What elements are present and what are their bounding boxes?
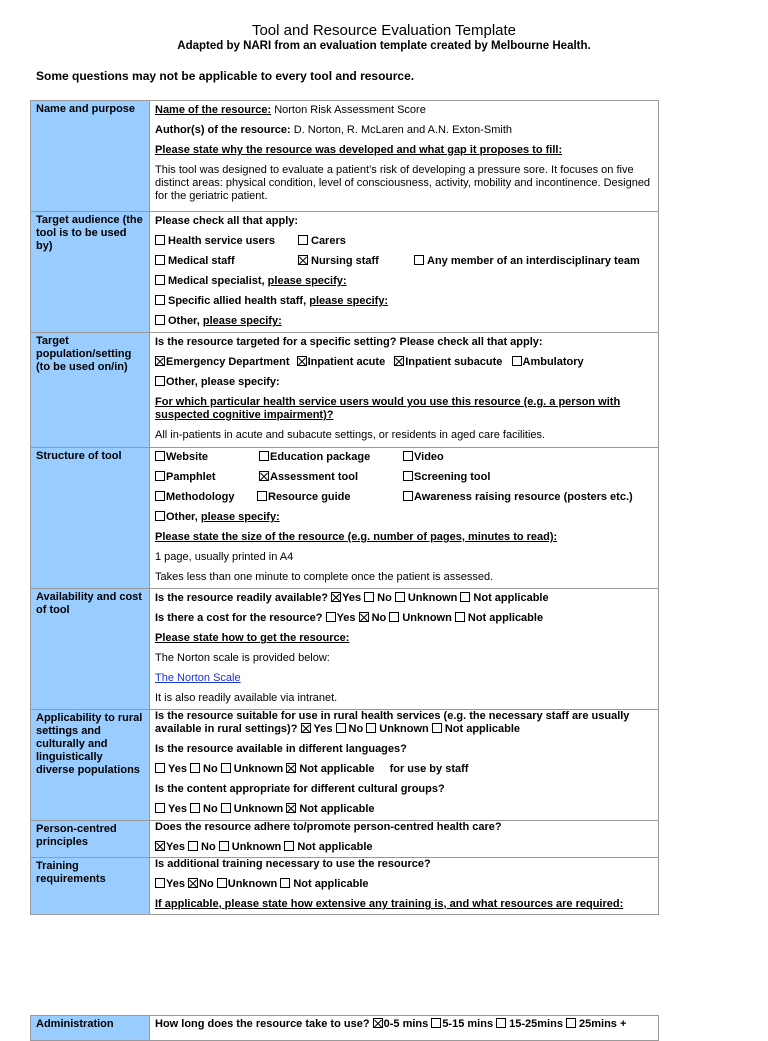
section-label: Target audience (the tool is to be used by) <box>31 212 150 333</box>
checkbox[interactable] <box>460 592 470 602</box>
section-label: Administration <box>31 1016 150 1041</box>
available-question: Is the resource readily available? Yes No Unknown Not applicable <box>155 592 549 604</box>
checkbox[interactable] <box>221 803 231 813</box>
checkbox[interactable] <box>219 841 229 851</box>
person-centred-question: Does the resource adhere to/promote person-centred health care? <box>155 821 502 833</box>
training-question: Is additional training necessary to use the resource? <box>155 858 431 870</box>
section-structure: Structure of tool Website Education package Video Pamphlet Assessment tool Screening tool Methodology Resource guide Awareness raising resource (posters etc.) Other, please specify: Please state the size of the resource (e.g. number of pages, minutes to read): 1 page, usually printed in A4 Takes less than one minute to complete once the patient is assessed. <box>31 448 659 589</box>
checkbox-checked[interactable] <box>301 723 311 733</box>
section-label: Training requirements <box>31 858 150 915</box>
checkbox[interactable] <box>431 1018 441 1028</box>
checkbox[interactable] <box>284 841 294 851</box>
checkbox-checked[interactable] <box>297 356 307 366</box>
checkbox[interactable] <box>403 471 413 481</box>
intranet-text: It is also readily available via intranet. <box>155 692 338 704</box>
authors-value: D. Norton, R. McLaren and A.N. Exton-Smith <box>290 124 512 136</box>
authors-line: Author(s) of the resource: D. Norton, R. McLaren and A.N. Exton-Smith <box>155 124 512 136</box>
checkbox[interactable] <box>326 612 336 622</box>
checkbox[interactable] <box>364 592 374 602</box>
checkbox[interactable] <box>155 235 165 245</box>
checkbox-checked[interactable] <box>188 878 198 888</box>
checkbox[interactable] <box>280 878 290 888</box>
checkbox[interactable] <box>190 803 200 813</box>
checkbox[interactable] <box>155 511 165 521</box>
section-name-purpose <box>31 101 659 212</box>
checkbox[interactable] <box>403 491 413 501</box>
checkbox[interactable] <box>155 295 165 305</box>
section-training: Training requirements Is additional training necessary to use the resource? Yes No Unknown Not applicable If applicable, please state how extensive any training is, and what resources are required: <box>31 858 659 915</box>
norton-scale-link[interactable]: The Norton Scale <box>155 672 241 684</box>
why-answer: This tool was designed to evaluate a patient’s risk of developing a pressure sore. It focuses on five distinct areas: physical condition, level of consciousness, activity, mobility and incontinence. Designed for the geriatric patient. <box>155 164 651 202</box>
section-administration: Administration How long does the resource take to use? 0-5 mins 5-15 mins 15-25mins 25mins + <box>31 1016 659 1041</box>
cost-question: Is there a cost for the resource? Yes No Unknown Not applicable <box>155 612 544 624</box>
audience-prompt: Please check all that apply: <box>155 215 299 227</box>
resource-name-line: Name of the resource: Norton Risk Assessment Score <box>155 104 426 116</box>
checkbox[interactable] <box>395 592 405 602</box>
page-title: Tool and Resource Evaluation Template <box>251 22 517 39</box>
checkbox[interactable] <box>155 878 165 888</box>
checkbox[interactable] <box>155 275 165 285</box>
administration-table <box>30 1015 659 1041</box>
checkbox[interactable] <box>221 763 231 773</box>
page-subtitle: Adapted by NARI from an evaluation template created by Melbourne Health. <box>177 40 591 52</box>
checkbox[interactable] <box>188 841 198 851</box>
checkbox[interactable] <box>155 763 165 773</box>
checkbox[interactable] <box>512 356 522 366</box>
checkbox[interactable] <box>389 612 399 622</box>
section-label: Name and purpose <box>31 101 150 212</box>
cultural-question: Is the content appropriate for different cultural groups? <box>155 783 445 795</box>
section-label: Applicability to rural settings and culturally and linguistically diverse populations <box>31 710 150 821</box>
checkbox[interactable] <box>432 723 442 733</box>
checkbox[interactable] <box>259 451 269 461</box>
checkbox[interactable] <box>155 376 165 386</box>
training-extent-question: If applicable, please state how extensive any training is, and what resources are required: <box>155 898 624 910</box>
checkbox[interactable] <box>217 878 227 888</box>
checkbox[interactable] <box>155 471 165 481</box>
applicability-note: Some questions may not be applicable to every tool and resource. <box>36 69 415 83</box>
checkbox[interactable] <box>496 1018 506 1028</box>
section-target-population: Target population/setting (to be used on/in) Is the resource targeted for a specific setting? Please check all that apply: Emergency Department Inpatient acute Inpatient subacute Ambulatory Other, please specify: For which particular health service users would you use this resource (e.g. a person with suspected cognitive impairment)? All in-patients in acute and subacute settings, or residents in aged care facilities. <box>31 333 659 448</box>
evaluation-table <box>30 100 659 915</box>
how-to-get-label: Please state how to get the resource: <box>155 632 350 644</box>
checkbox[interactable] <box>336 723 346 733</box>
size-answer: 1 page, usually printed in A4 <box>155 551 294 563</box>
checkbox-checked[interactable] <box>359 612 369 622</box>
checkbox[interactable] <box>455 612 465 622</box>
checkbox[interactable] <box>155 451 165 461</box>
checkbox-checked[interactable] <box>155 841 165 851</box>
checkbox[interactable] <box>190 763 200 773</box>
checkbox[interactable] <box>155 491 165 501</box>
provided-text: The Norton scale is provided below: <box>155 652 330 664</box>
time-answer: Takes less than one minute to complete once the patient is assessed. <box>155 571 494 583</box>
checkbox[interactable] <box>155 315 165 325</box>
section-label: Person-centred principles <box>31 821 150 858</box>
checkbox-checked[interactable] <box>286 763 296 773</box>
checkbox-checked[interactable] <box>259 471 269 481</box>
users-question: For which particular health service users would you use this resource (e.g. a person with suspected cognitive impairment)? <box>155 396 621 421</box>
checkbox[interactable] <box>155 803 165 813</box>
section-label: Availability and cost of tool <box>31 589 150 710</box>
checkbox-checked[interactable] <box>394 356 404 366</box>
checkbox[interactable] <box>566 1018 576 1028</box>
rural-question: Is the resource suitable for use in rural health services (e.g. the necessary staff are usually available in rural settings)? Yes No Unknown Not applicable <box>155 710 630 735</box>
checkbox[interactable] <box>414 255 424 265</box>
users-answer: All in-patients in acute and subacute settings, or residents in aged care facilities. <box>155 429 546 441</box>
checkbox-checked[interactable] <box>286 803 296 813</box>
section-availability <box>31 589 659 710</box>
section-target-audience: Target audience (the tool is to be used by) Please check all that apply: Health service users Carers Medical staff Nursing staff Any member of an interdisciplinary team Medical specialist, please specify: Specific allied health staff, please specify: Other, please specify: <box>31 212 659 333</box>
setting-question: Is the resource targeted for a specific setting? Please check all that apply: <box>155 336 543 348</box>
checkbox[interactable] <box>366 723 376 733</box>
section-rural: Applicability to rural settings and culturally and linguistically diverse populations Is the resource suitable for use in rural health services (e.g. the necessary staff are usually available in rural settings)? Yes No Unknown Not applicable Is the resource available in different languages? Yes No Unknown Not applicable for use by staff Is the content appropriate for different cultural groups? Yes No Unknown Not applicable <box>31 710 659 821</box>
size-question: Please state the size of the resource (e.g. number of pages, minutes to read): <box>155 531 558 543</box>
checkbox[interactable] <box>155 255 165 265</box>
checkbox-checked[interactable] <box>298 255 308 265</box>
resource-name-value: Norton Risk Assessment Score <box>271 104 426 116</box>
checkbox[interactable] <box>298 235 308 245</box>
checkbox-checked[interactable] <box>331 592 341 602</box>
why-question: Please state why the resource was developed and what gap it proposes to fill: <box>155 144 563 156</box>
checkbox[interactable] <box>403 451 413 461</box>
checkbox-checked[interactable] <box>155 356 165 366</box>
section-person-centred: Person-centred principles Does the resource adhere to/promote person-centred health care? Yes No Unknown Not applicable <box>31 821 659 858</box>
checkbox-checked[interactable] <box>373 1018 383 1028</box>
checkbox[interactable] <box>257 491 267 501</box>
languages-question: Is the resource available in different languages? <box>155 743 407 755</box>
section-label: Target population/setting (to be used on/in) <box>31 333 150 448</box>
section-label: Structure of tool <box>31 448 150 589</box>
